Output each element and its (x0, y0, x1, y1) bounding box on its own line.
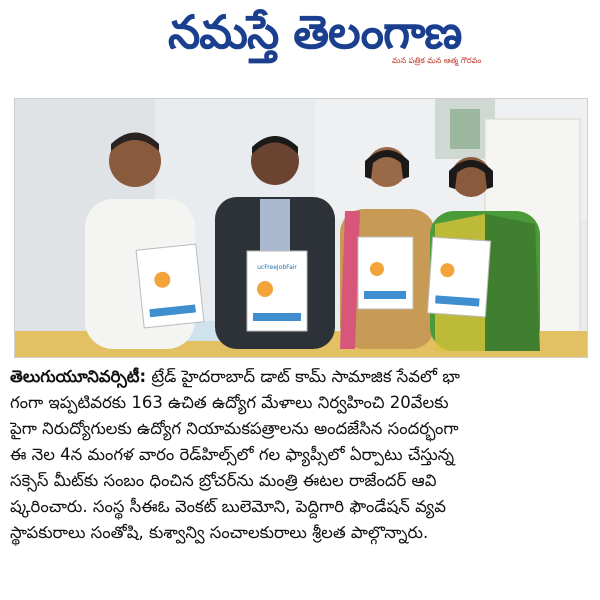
article-line-3: పైగా నిరుద్యోగులకు ఉద్యోగ నియామకపత్రాలను అందజేసిన సందర్భంగా (10, 419, 459, 438)
news-photo (14, 98, 588, 358)
article-dateline: తెలుగుయూనివర్సిటీ: (10, 367, 147, 386)
article-line-4: ఈ నెల 4న మంగళ వారం రెడ్‌హిల్స్‌లో గల ఫ్యాప్సీలో ఏర్పాటు చేస్తున్న (10, 445, 455, 464)
brochure-2 (247, 251, 307, 331)
newspaper-tagline: మన పత్రిక మన ఆత్మ గౌరవం (392, 56, 482, 65)
article-line-7: స్థాపకురాలు సంతోషి, కుశ్వాన్వి సంచాలకురాలు శ్రీలత పాల్గొన్నారు. (10, 523, 429, 542)
brochure-3 (358, 237, 413, 309)
article-line-1 (10, 364, 592, 390)
brochure-title: ucFreeJobFair (257, 264, 297, 271)
article-line-6: ష్కరించారు. సంస్థ సీఈఓ వెంకట్ బులెమోని, పెద్దిగారి ఫౌండేషన్ వ్యవ (10, 497, 446, 516)
masthead (0, 0, 600, 95)
article-line-1-text: ట్రేడ్ హైదరాబాద్ డాట్ కామ్ సామాజిక సేవలో భా (146, 367, 460, 386)
article-line-5: సక్సెస్ మీట్‌కు సంబం ధించిన బ్రోచర్‌ను మంత్రి ఈటల రాజేందర్ ఆవి (10, 471, 437, 490)
brochure-1 (136, 244, 204, 328)
brochure-4 (427, 237, 490, 317)
newspaper-logo: నమస్తే తెలంగాణ (168, 5, 462, 59)
article-line-2: గంగా ఇప్పటివరకు 163 ఉచిత ఉద్యోగ మేళాలు నిర్వహించి 20వేలకు (10, 393, 449, 412)
photo-illustration (15, 99, 587, 357)
article-body (10, 364, 592, 546)
